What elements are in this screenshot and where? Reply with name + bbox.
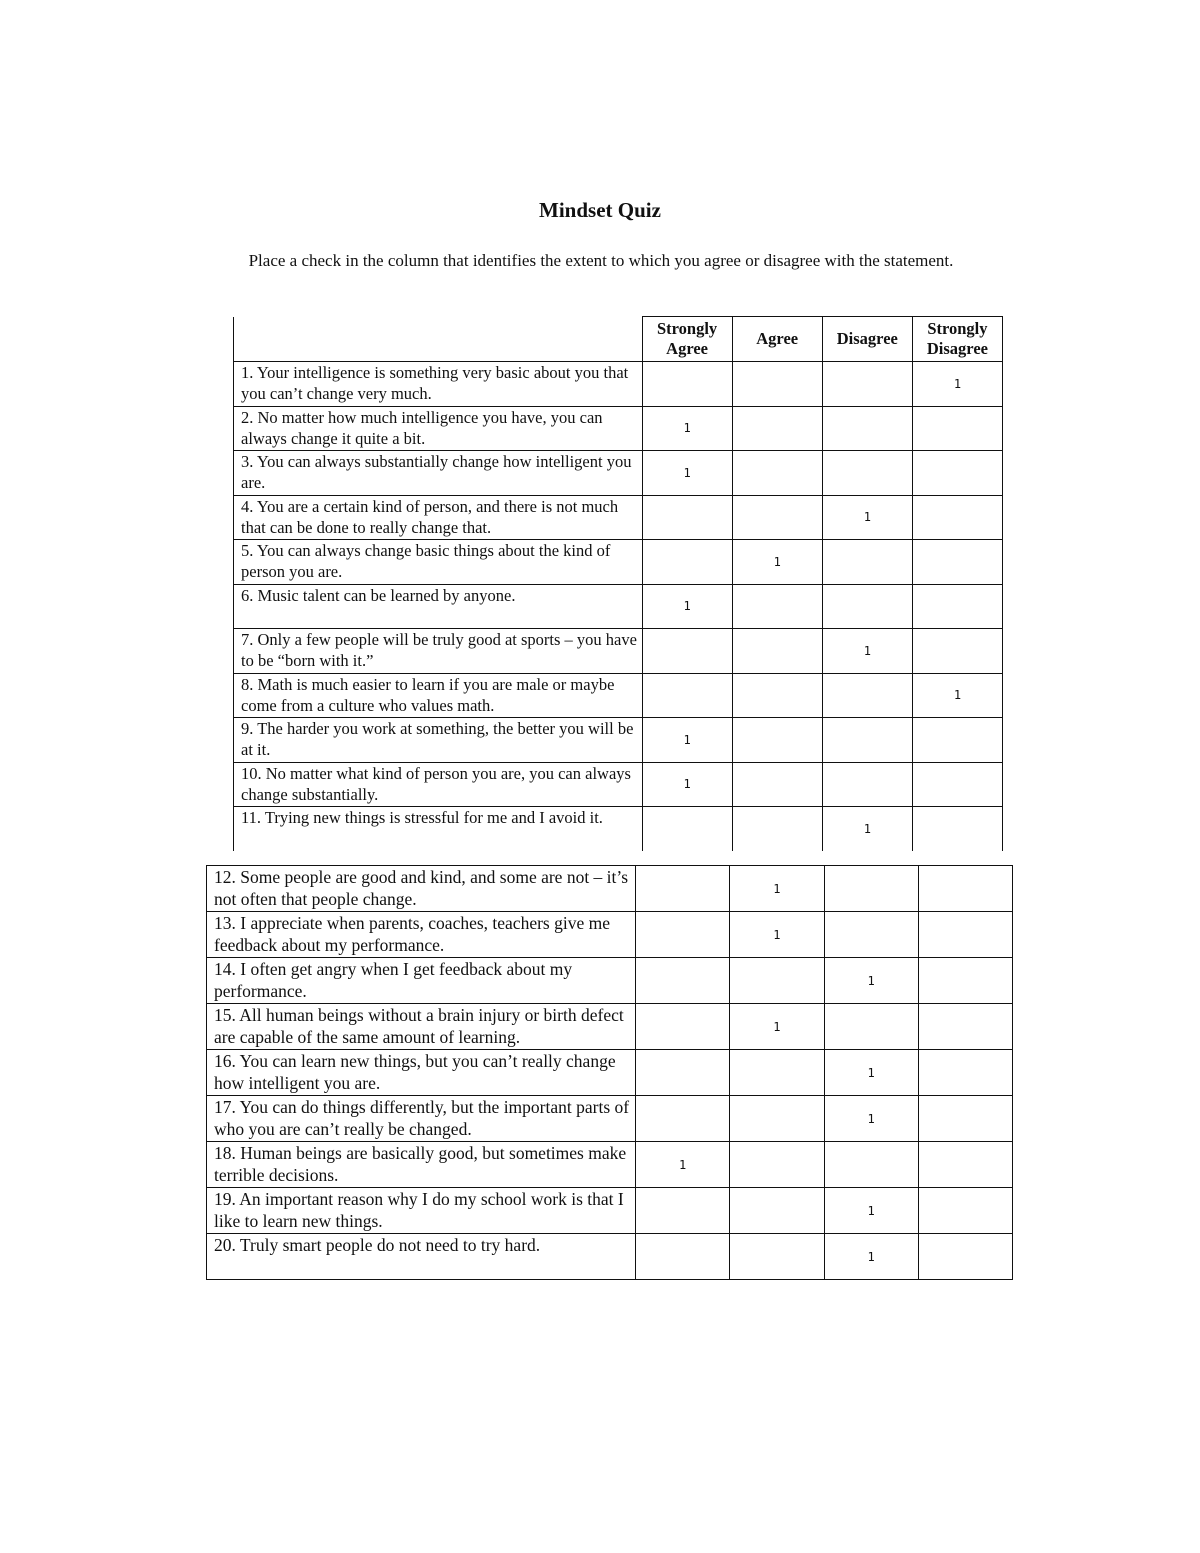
rating-cell-strongly-agree[interactable]: 1 — [636, 1142, 730, 1188]
statement-text: 5. You can always change basic things about the kind of person you are. — [234, 540, 643, 585]
rating-cell-disagree[interactable] — [822, 762, 912, 807]
rating-cell-strongly-agree[interactable]: 1 — [642, 762, 732, 807]
rating-cell-strongly-agree[interactable] — [636, 1050, 730, 1096]
table-row — [207, 1142, 1013, 1188]
rating-cell-strongly-agree[interactable] — [636, 866, 730, 912]
instructions: Place a check in the column that identifies the extent to which you agree or disagree with the statement. — [248, 251, 954, 270]
rating-cell-agree[interactable] — [730, 1050, 824, 1096]
statement-text: 9. The harder you work at something, the better you will be at it. — [234, 718, 643, 763]
rating-cell-strongly-disagree[interactable] — [912, 584, 1002, 629]
rating-cell-strongly-agree[interactable] — [642, 673, 732, 718]
rating-cell-disagree[interactable] — [822, 451, 912, 496]
header-strongly-agree: Strongly Agree — [642, 317, 732, 362]
table-row — [234, 540, 1003, 585]
header-agree: Agree — [732, 317, 822, 362]
rating-cell-disagree[interactable]: 1 — [824, 1050, 918, 1096]
rating-cell-agree[interactable] — [732, 362, 822, 407]
rating-cell-agree[interactable]: 1 — [730, 1004, 824, 1050]
rating-cell-strongly-disagree[interactable] — [912, 718, 1002, 763]
statement-text: 6. Music talent can be learned by anyone. — [234, 584, 643, 629]
table-row — [207, 1188, 1013, 1234]
table-row — [207, 1096, 1013, 1142]
rating-cell-strongly-disagree[interactable] — [912, 495, 1002, 540]
rating-cell-agree[interactable] — [732, 451, 822, 496]
table-row — [234, 807, 1003, 851]
rating-cell-strongly-disagree[interactable] — [912, 629, 1002, 674]
rating-cell-strongly-agree[interactable] — [642, 807, 732, 851]
rating-cell-agree[interactable] — [732, 584, 822, 629]
statement-text: 14. I often get angry when I get feedback about my performance. — [207, 958, 636, 1004]
rating-cell-disagree[interactable] — [824, 1004, 918, 1050]
rating-cell-agree[interactable] — [732, 495, 822, 540]
rating-cell-agree[interactable] — [732, 629, 822, 674]
statement-text: 19. An important reason why I do my school work is that I like to learn new things. — [207, 1188, 636, 1234]
rating-cell-agree[interactable] — [732, 673, 822, 718]
rating-cell-strongly-disagree[interactable] — [918, 1188, 1012, 1234]
statement-text: 17. You can do things differently, but the important parts of who you are can’t really be changed. — [207, 1096, 636, 1142]
rating-cell-disagree[interactable] — [824, 912, 918, 958]
table-row — [207, 1234, 1013, 1280]
table-row — [207, 866, 1013, 912]
rating-cell-agree[interactable] — [730, 958, 824, 1004]
rating-cell-strongly-disagree[interactable] — [912, 451, 1002, 496]
rating-cell-strongly-agree[interactable] — [636, 1234, 730, 1280]
rating-cell-strongly-disagree[interactable]: 1 — [912, 673, 1002, 718]
rating-cell-agree[interactable] — [730, 1234, 824, 1280]
table-row — [207, 912, 1013, 958]
rating-cell-agree[interactable]: 1 — [732, 540, 822, 585]
statement-text: 3. You can always substantially change how intelligent you are. — [234, 451, 643, 496]
table-header-row — [234, 317, 1003, 362]
quiz-table-part-2 — [206, 865, 1013, 1280]
rating-cell-disagree[interactable]: 1 — [824, 1096, 918, 1142]
rating-cell-disagree[interactable] — [824, 1142, 918, 1188]
rating-cell-disagree[interactable] — [822, 406, 912, 451]
rating-cell-agree[interactable] — [732, 762, 822, 807]
rating-cell-strongly-agree[interactable] — [636, 958, 730, 1004]
rating-cell-disagree[interactable] — [822, 540, 912, 585]
rating-cell-disagree[interactable]: 1 — [824, 958, 918, 1004]
rating-cell-disagree[interactable]: 1 — [822, 495, 912, 540]
statement-text: 15. All human beings without a brain injury or birth defect are capable of the same amount of learning. — [207, 1004, 636, 1050]
rating-cell-strongly-disagree[interactable] — [918, 1234, 1012, 1280]
rating-cell-disagree[interactable] — [824, 866, 918, 912]
rating-cell-strongly-disagree[interactable] — [912, 762, 1002, 807]
table-row — [207, 958, 1013, 1004]
rating-cell-strongly-disagree[interactable] — [918, 1096, 1012, 1142]
rating-cell-strongly-agree[interactable]: 1 — [642, 406, 732, 451]
header-blank — [234, 317, 643, 362]
rating-cell-agree[interactable] — [730, 1142, 824, 1188]
statement-text: 18. Human beings are basically good, but sometimes make terrible decisions. — [207, 1142, 636, 1188]
statement-text: 10. No matter what kind of person you are, you can always change substantially. — [234, 762, 643, 807]
rating-cell-disagree[interactable]: 1 — [822, 629, 912, 674]
rating-cell-strongly-disagree[interactable] — [918, 866, 1012, 912]
rating-cell-disagree[interactable]: 1 — [822, 807, 912, 851]
rating-cell-strongly-agree[interactable]: 1 — [642, 584, 732, 629]
rating-cell-disagree[interactable]: 1 — [824, 1234, 918, 1280]
rating-cell-disagree[interactable] — [822, 584, 912, 629]
rating-cell-strongly-disagree[interactable] — [918, 1050, 1012, 1096]
rating-cell-strongly-agree[interactable] — [636, 1096, 730, 1142]
rating-cell-strongly-agree[interactable]: 1 — [642, 718, 732, 763]
table-row — [234, 406, 1003, 451]
rating-cell-disagree[interactable] — [822, 718, 912, 763]
rating-cell-strongly-disagree[interactable] — [912, 807, 1002, 851]
statement-text: 7. Only a few people will be truly good at sports – you have to be “born with it.” — [234, 629, 643, 674]
table-row — [234, 673, 1003, 718]
rating-cell-strongly-disagree[interactable] — [918, 1004, 1012, 1050]
table-row — [234, 451, 1003, 496]
statement-text: 16. You can learn new things, but you can’t really change how intelligent you are. — [207, 1050, 636, 1096]
rating-cell-agree[interactable] — [730, 1188, 824, 1234]
statement-text: 12. Some people are good and kind, and some are not – it’s not often that people change. — [207, 866, 636, 912]
statement-text: 1. Your intelligence is something very basic about you that you can’t change very much. — [234, 362, 643, 407]
table-row — [207, 1004, 1013, 1050]
table-row — [234, 762, 1003, 807]
rating-cell-disagree[interactable] — [822, 362, 912, 407]
rating-cell-strongly-agree[interactable] — [642, 362, 732, 407]
rating-cell-strongly-agree[interactable] — [636, 912, 730, 958]
quiz-table-part-1 — [233, 316, 1003, 851]
rating-cell-agree[interactable]: 1 — [730, 912, 824, 958]
rating-cell-strongly-disagree[interactable]: 1 — [912, 362, 1002, 407]
rating-cell-strongly-disagree[interactable] — [918, 1142, 1012, 1188]
rating-cell-strongly-disagree[interactable] — [918, 912, 1012, 958]
header-disagree: Disagree — [822, 317, 912, 362]
rating-cell-strongly-agree[interactable] — [636, 1188, 730, 1234]
rating-cell-agree[interactable] — [730, 1096, 824, 1142]
rating-cell-strongly-disagree[interactable] — [918, 958, 1012, 1004]
rating-cell-strongly-agree[interactable] — [642, 495, 732, 540]
statement-text: 8. Math is much easier to learn if you are male or maybe come from a culture who values math. — [234, 673, 643, 718]
rating-cell-agree[interactable] — [732, 718, 822, 763]
table-row — [207, 1050, 1013, 1096]
table-row — [234, 629, 1003, 674]
table-row — [234, 362, 1003, 407]
rating-cell-strongly-agree[interactable] — [642, 629, 732, 674]
table-row — [234, 584, 1003, 629]
rating-cell-strongly-disagree[interactable] — [912, 540, 1002, 585]
rating-cell-disagree[interactable]: 1 — [824, 1188, 918, 1234]
rating-cell-strongly-agree[interactable] — [636, 1004, 730, 1050]
statement-text: 11. Trying new things is stressful for me and I avoid it. — [234, 807, 643, 851]
statement-text: 13. I appreciate when parents, coaches, teachers give me feedback about my performance. — [207, 912, 636, 958]
table-row — [234, 718, 1003, 763]
rating-cell-agree[interactable] — [732, 406, 822, 451]
header-strongly-disagree: Strongly Disagree — [912, 317, 1002, 362]
rating-cell-agree[interactable] — [732, 807, 822, 851]
page-title: Mindset Quiz — [539, 198, 661, 222]
statement-text: 2. No matter how much intelligence you have, you can always change it quite a bit. — [234, 406, 643, 451]
statement-text: 20. Truly smart people do not need to try hard. — [207, 1234, 636, 1280]
rating-cell-strongly-agree[interactable] — [642, 540, 732, 585]
rating-cell-strongly-disagree[interactable] — [912, 406, 1002, 451]
rating-cell-agree[interactable]: 1 — [730, 866, 824, 912]
rating-cell-disagree[interactable] — [822, 673, 912, 718]
statement-text: 4. You are a certain kind of person, and there is not much that can be done to really change that. — [234, 495, 643, 540]
table-row — [234, 495, 1003, 540]
rating-cell-strongly-agree[interactable]: 1 — [642, 451, 732, 496]
